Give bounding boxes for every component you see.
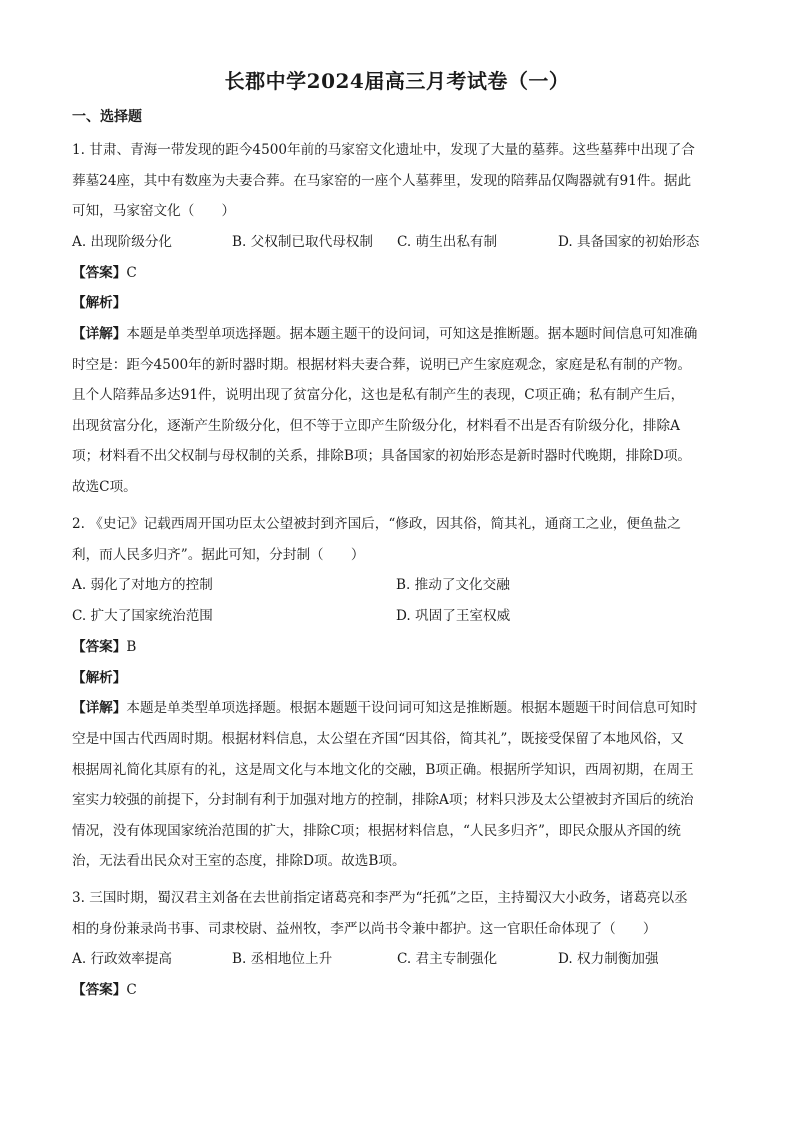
option-a: A. 弱化了对地方的控制 — [72, 577, 213, 594]
question-1 — [72, 135, 722, 503]
detail-line: 根据周礼简化其原有的礼，这是周文化与本地文化的交融，B项正确。根据所学知识，西周初期，在周王 — [72, 761, 694, 778]
question-3 — [72, 883, 722, 1006]
option-b: B. 推动了文化交融 — [396, 577, 510, 594]
option-c: C. 扩大了国家统治范围 — [72, 608, 213, 625]
detail-line: 【详解】本题是单类型单项选择题。根据本题题干设问词可知这是推断题。根据本题题干时间信息可知时 — [72, 700, 698, 717]
detail-line: 空是中国古代西周时期。根据材料信息，太公望在齐国“因其俗，简其礼”，既接受保留了本地风俗，又 — [72, 730, 685, 747]
option-d: D. 巩固了王室权威 — [396, 608, 511, 625]
question-text-line: 2. 《史记》记载西周开国功臣太公望被封到齐国后，“修政，因其俗，简其礼，通商工之业，便鱼盐之 — [72, 516, 681, 532]
detail-line: 项；材料看不出父权制与母权制的关系，排除B项；具备国家的初始形态是新时器时代晚期，排除D项。 — [72, 448, 692, 465]
question-text-line: 3. 三国时期，蜀汉君主刘备在去世前指定诸葛亮和李严为“托孤”之臣，主持蜀汉大小政务，诸葛亮以丞 — [72, 890, 688, 906]
option-b: B. 父权制已取代母权制 — [232, 233, 373, 250]
detail-line: 时空是：距今4500年的新时器时期。根据材料夫妻合葬，说明已产生家庭观念，家庭是私有制的产物。 — [72, 356, 692, 373]
options-row — [72, 227, 722, 258]
option-c: C. 君主专制强化 — [397, 951, 498, 968]
answer-tag: 【答案】 — [72, 982, 127, 999]
detail-line: 且个人陪葬品多达91件，说明出现了贫富分化，这也是私有制产生的表现，C项正确；私有制产生后， — [72, 387, 685, 404]
answer-line — [72, 632, 722, 663]
question-text-line: 葬墓24座，其中有数座为夫妻合葬。在马家窑的一座个人墓葬里，发现的陪葬品仅陶器就有91件。据此 — [72, 172, 692, 189]
answer-line — [72, 258, 722, 289]
option-d: D. 权力制衡加强 — [558, 951, 659, 968]
detail-line: 情况，没有体现国家统治范围的扩大，排除C项；根据材料信息，“人民多归齐”，即民众服从齐国的统 — [72, 822, 681, 839]
detail-line: 【详解】本题是单类型单项选择题。据本题主题干的设问词，可知这是推断题。据本题时间信息可知准确 — [72, 325, 698, 342]
question-text-line: 1. 甘肃、青海一带发现的距今4500年前的马家窑文化遗址中，发现了大量的墓葬。这些墓葬中出现了合 — [72, 142, 695, 158]
option-b: B. 丞相地位上升 — [232, 951, 333, 968]
detail-line: 治，无法看出民众对王室的态度，排除D项。故选B项。 — [72, 853, 406, 870]
question-2 — [72, 509, 722, 877]
option-c: C. 萌生出私有制 — [397, 233, 498, 250]
question-text-line: 相的身份兼录尚书事、司隶校尉、益州牧，李严以尚书令兼中都护。这一官职任命体现了（ ） — [72, 920, 657, 937]
option-d: D. 具备国家的初始形态 — [558, 233, 700, 250]
detail-line: 室实力较强的前提下，分封制有利于加强对地方的控制，排除A项；材料只涉及太公望被封齐国后的统治 — [72, 792, 694, 809]
answer-tag: 【答案】 — [72, 264, 127, 281]
detail-line: 出现贫富分化，逐渐产生阶级分化，但不等于立即产生阶级分化，材料看不出是否有阶级分化，排除A — [72, 417, 680, 434]
question-text-line: 利，而人民多归齐”。据此可知，分封制（ ） — [72, 546, 365, 563]
analysis-tag: 【解析】 — [72, 669, 127, 686]
analysis-tag: 【解析】 — [72, 295, 127, 312]
detail-tag: 【详解】 — [72, 700, 127, 717]
options-row — [72, 944, 722, 975]
answer-value: C — [126, 264, 137, 281]
options-row — [72, 601, 722, 632]
question-text-line: 可知，马家窑文化（ ） — [72, 203, 236, 220]
option-a: A. 出现阶级分化 — [72, 233, 173, 250]
section-heading: 一、选择题 — [72, 109, 142, 125]
answer-tag: 【答案】 — [72, 639, 127, 656]
detail-line: 故选C项。 — [72, 478, 137, 495]
options-row — [72, 570, 722, 601]
option-a: A. 行政效率提高 — [72, 951, 173, 968]
answer-line — [72, 975, 722, 1006]
answer-value: C — [126, 982, 137, 999]
answer-value: B — [126, 639, 137, 656]
page-title: 长郡中学2024届高三月考试卷（一） — [224, 69, 570, 93]
detail-tag: 【详解】 — [72, 325, 127, 342]
